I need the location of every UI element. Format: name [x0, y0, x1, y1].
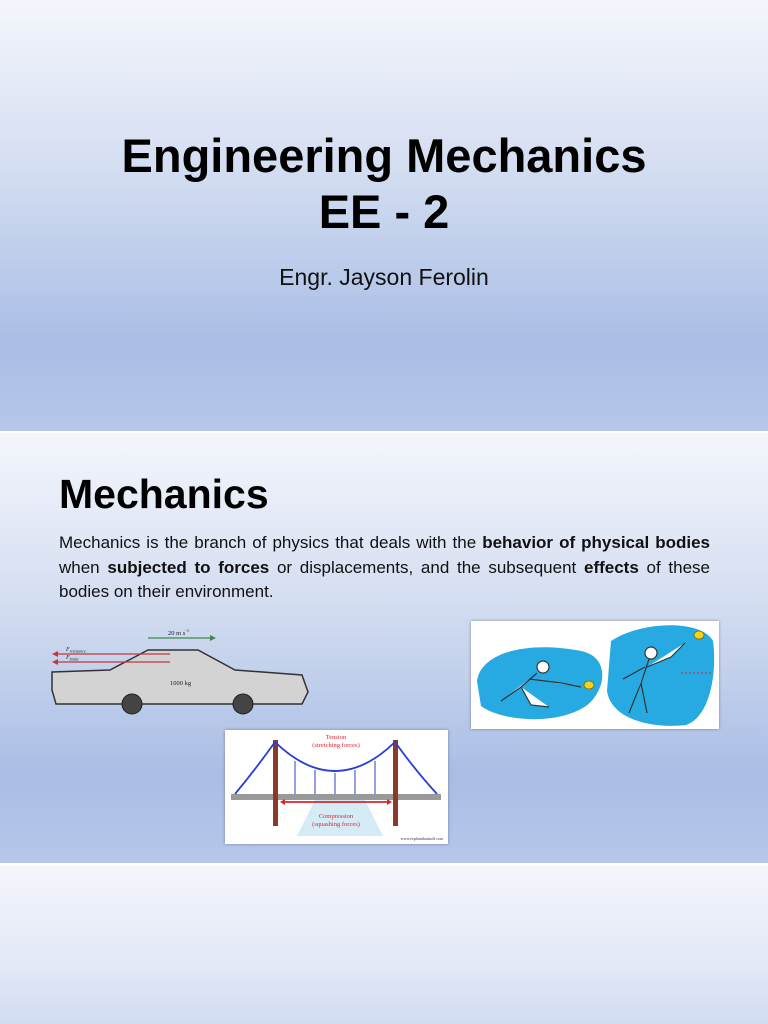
- bridge-deck: [231, 794, 441, 800]
- tension-label: Tension: [325, 734, 347, 741]
- title-line-1: Engineering Mechanics: [121, 129, 647, 182]
- image-credit: www.explainthatstuff.com: [400, 836, 443, 841]
- bold-run: subjected to forces: [107, 557, 270, 577]
- throwing-figure: [471, 621, 719, 729]
- resistance-arrowhead: [52, 651, 58, 657]
- slide-title: [0, 128, 768, 240]
- text-run: of these bodies on their environment.: [59, 557, 711, 601]
- bridge-illustration: [225, 730, 448, 844]
- text-run: Mechanics is the branch of physics that deals with the: [59, 533, 483, 552]
- velocity-label: 20 m $s^{-1}$: [168, 628, 190, 637]
- title-line-2: EE - 2: [318, 185, 450, 238]
- blue-splash-right: [607, 625, 714, 726]
- brake-label: $F_{brake}$: [66, 655, 79, 662]
- mechanics-slide: [0, 433, 768, 863]
- text-run: or displacements, and the subsequent: [269, 557, 584, 577]
- ball-icon: [694, 631, 704, 639]
- velocity-arrowhead: [210, 635, 216, 641]
- car-illustration: [40, 620, 320, 720]
- slide-heading: Mechanics: [59, 471, 269, 517]
- throwing-illustration: [471, 621, 719, 729]
- hanger-cables: [295, 761, 375, 794]
- text-run: when: [59, 557, 108, 577]
- bold-run: effects: [583, 557, 639, 577]
- car-wheel: [122, 694, 142, 714]
- definition-paragraph: [59, 531, 710, 605]
- bold-run: behavior of physical bodies: [482, 533, 710, 552]
- next-slide: [0, 866, 768, 1024]
- blue-splash-left: [477, 647, 602, 719]
- brake-arrowhead: [52, 659, 58, 665]
- side-cables: [235, 742, 437, 794]
- author-name: Engr. Jayson Ferolin: [279, 264, 489, 290]
- bridge-forces-figure: [225, 730, 448, 844]
- mass-label: 1000 kg: [170, 680, 192, 687]
- title-slide: [0, 0, 768, 431]
- car-body: [52, 650, 308, 704]
- tension-sublabel: (stretching forces): [312, 742, 360, 749]
- compression-label: Compression: [318, 813, 354, 820]
- bridge-tower-left: [273, 740, 278, 826]
- ball-icon: [584, 681, 594, 689]
- car-wheel: [233, 694, 253, 714]
- car-forces-figure: [40, 620, 320, 720]
- compression-sublabel: (squashing forces): [312, 821, 360, 828]
- resistance-label: $F_{resistance}$: [66, 647, 86, 654]
- bridge-tower-right: [393, 740, 398, 826]
